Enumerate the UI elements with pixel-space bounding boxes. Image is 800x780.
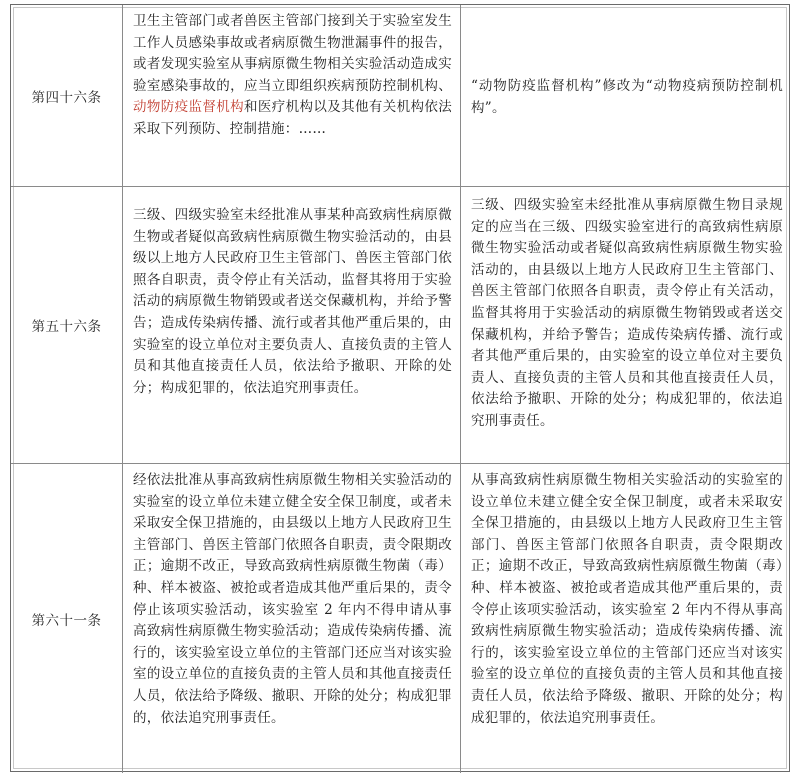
revised-text-cell <box>461 187 791 463</box>
original-text-cell <box>123 464 461 773</box>
revised-text-cell <box>461 5 791 186</box>
article-number-cell <box>11 5 123 186</box>
article-number: 第六十一条 <box>31 612 102 629</box>
revised-text: 三级、四级实验室未经批准从事病原微生物目录规定的应当在三级、四级实验室进行的高致病性病原微生物实验活动或者疑似高致病性病原微生物实验活动的，由县级以上地方人民政府卫生主管部门、兽医主管部门依照各自职责，责令停止有关活动，监督其将用于实验活动的病原微生物销毁或者送交保藏机构，并给予警告；造成传染病传播、流行或者其他严重后果的，由实验室的设立单位对主要负责人、直接负责的主管人员和其他直接责任人员，依法给予撤职、开除的处分；构成犯罪的，依法追究刑事责任。 <box>471 197 783 429</box>
article-number-cell <box>11 187 123 463</box>
article-number: 第五十六条 <box>31 319 102 335</box>
table-row-article-61 <box>11 463 789 773</box>
article-number: 第四十六条 <box>31 89 102 106</box>
revised-text: “动物防疫监督机构”修改为“动物疫病预防控制机构”。 <box>471 77 783 116</box>
original-text <box>133 9 452 141</box>
original-text-before: 卫生主管部门或者兽医主管部门接到关于实验室发生工作人员感染事故或者病原微生物泄漏事件的报告，或者发现实验室从事病原微生物相关实验活动造成实验室感染事故的，应当立即组织疾病预防控制机构、 <box>133 13 452 94</box>
table-row-article-46 <box>11 5 789 186</box>
revision-comparison-table <box>10 4 790 772</box>
table-row-article-56 <box>11 186 789 463</box>
original-text: 三级、四级实验室未经批准从事某种高致病性病原微生物或者疑似高致病性病原微生物实验活动的，由县级以上地方人民政府卫生主管部门、兽医主管部门依照各自职责，责令停止有关活动，监督其将用于实验活动的病原微生物销毁或者送交保藏机构，并给予警告；造成传染病传播、流行或者其他严重后果的，由实验室的设立单位对主要负责人、直接负责的主管人员和其他直接责任人员，依法给予撤职、开除的处分；构成犯罪的，依法追究刑事责任。 <box>133 207 452 396</box>
revised-text: 从事高致病性病原微生物相关实验活动的实验室的设立单位未建立健全安全保卫制度，或者未采取安全保卫措施的，由县级以上地方人民政府卫生主管部门、兽医主管部门依照各自职责，责令限期改正；逾期不改正，导致高致病性病原微生物菌（毒）种、样本被盗、被抢或者造成其他严重后果的，责令停止该项实验活动，该实验室 2 年内不得从事高致病性病原微生物实验活动；造成传染病传播、流行的，该实验室设立单位的主管部门还应当对该实验室的设立单位的直接负责的主管人员和其他直接责任人员，依法给予降级、撤职、开除的处分；构成犯罪的，依法追究刑事责任。 <box>471 472 783 726</box>
original-text-after: 和医疗机构以及其他有关机构依法采取下列预防、控制措施：…… <box>133 99 452 137</box>
original-text: 经依法批准从事高致病性病原微生物相关实验活动的实验室的设立单位未建立健全安全保卫制度，或者未采取安全保卫措施的，由县级以上地方人民政府卫生主管部门、兽医主管部门依照各自职责，责令限期改正；逾期不改正，导致高致病性病原微生物菌（毒）种、样本被盗、被抢或者造成其他严重后果的，责令停止该项实验活动，该实验室 2 年内不得申请从事高致病性病原微生物实验活动；造成传染病传播、流行的，该实验室设立单位的主管部门还应当对该实验室的设立单位的直接负责的主管人员和其他直接责任人员，依法给予降级、撤职、开除的处分；构成犯罪的，依法追究刑事责任。 <box>133 472 452 726</box>
original-text-cell <box>123 5 461 186</box>
original-text-cell <box>123 187 461 463</box>
highlighted-phrase: 动物防疫监督机构 <box>133 99 244 116</box>
article-number-cell <box>11 464 123 773</box>
revised-text-cell <box>461 464 791 773</box>
